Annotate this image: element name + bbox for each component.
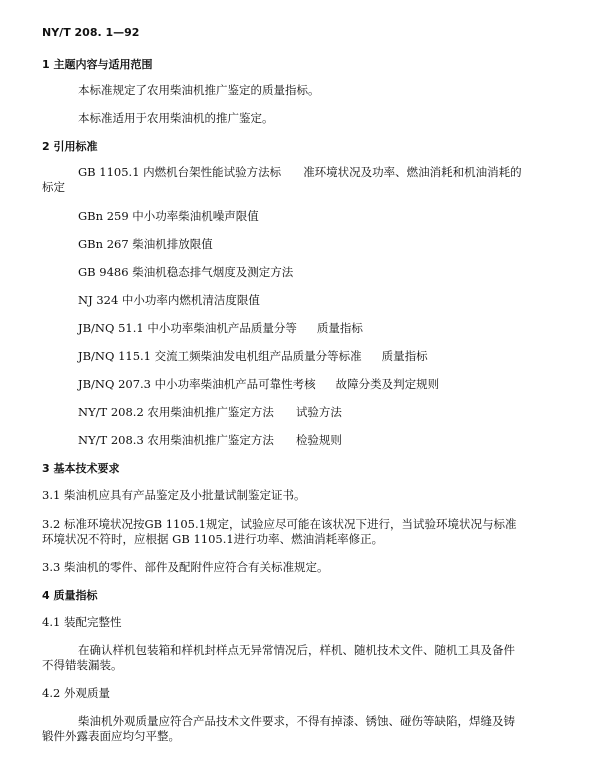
clause-4-2-text-line-1: 柴油机外观质量应符合产品技术文件要求，不得有掉漆、锈蚀、碰伤等缺陷，焊缝及铸 xyxy=(78,714,515,728)
reference-10-subtitle: 检验规则 xyxy=(295,433,342,447)
reference-9 xyxy=(78,405,342,419)
reference-5: NJ 324 中小功率内燃机清洁度限值 xyxy=(78,293,260,307)
section-3-title: 3 基本技术要求 xyxy=(42,462,120,475)
clause-4-1-title: 4.1 装配完整性 xyxy=(42,615,122,629)
reference-6-title: JB/NQ 51.1 中小功率柴油机产品质量分等 xyxy=(78,321,297,335)
reference-4: GB 9486 柴油机稳态排气烟度及测定方法 xyxy=(78,265,294,279)
clause-3-2-line-2: 环境状况不符时，应根据 GB 1105.1进行功率、燃油消耗率修正。 xyxy=(42,532,384,546)
reference-1-line-2: 标定 xyxy=(42,180,65,194)
clause-4-1-text-line-2: 不得错装漏装。 xyxy=(42,658,123,672)
clause-3-3: 3.3 柴油机的零件、部件及配附件应符合有关标准规定。 xyxy=(42,560,329,574)
section-1-paragraph-1: 本标准规定了农用柴油机推广鉴定的质量指标。 xyxy=(78,83,320,97)
reference-2: GBn 259 中小功率柴油机噪声限值 xyxy=(78,209,259,223)
reference-7 xyxy=(78,349,428,363)
standard-number-header: NY/T 208. 1—92 xyxy=(42,26,140,39)
reference-10 xyxy=(78,433,342,447)
section-2-title: 2 引用标准 xyxy=(42,140,98,153)
clause-4-2-text-line-2: 锻件外露表面应均匀平整。 xyxy=(42,729,180,743)
clause-3-2-line-1: 3.2 标准环境状况按GB 1105.1规定，试验应尽可能在该状况下进行，当试验环境状况与标准 xyxy=(42,517,517,531)
reference-6-subtitle: 质量指标 xyxy=(316,321,363,335)
reference-1-code-title: GB 1105.1 内燃机台架性能试验方法标 xyxy=(78,165,282,179)
reference-8 xyxy=(78,377,439,391)
reference-10-title: NY/T 208.3 农用柴油机推广鉴定方法 xyxy=(78,433,274,447)
clause-4-2-title: 4.2 外观质量 xyxy=(42,686,110,700)
clause-3-1: 3.1 柴油机应具有产品鉴定及小批量试制鉴定证书。 xyxy=(42,488,306,502)
section-1-title: 1 主题内容与适用范围 xyxy=(42,58,153,71)
reference-3: GBn 267 柴油机排放限值 xyxy=(78,237,213,251)
reference-9-title: NY/T 208.2 农用柴油机推广鉴定方法 xyxy=(78,405,274,419)
reference-1-title-continued: 准环境状况及功率、燃油消耗和机油消耗的 xyxy=(303,165,522,179)
section-1-paragraph-2: 本标准适用于农用柴油机的推广鉴定。 xyxy=(78,111,274,125)
clause-4-1-text-line-1: 在确认样机包装箱和样机封样点无异常情况后，样机、随机技术文件、随机工具及备件 xyxy=(78,643,515,657)
reference-9-subtitle: 试验方法 xyxy=(295,405,342,419)
reference-7-title: JB/NQ 115.1 交流工频柴油发电机组产品质量分等标准 xyxy=(78,349,362,363)
reference-8-subtitle: 故障分类及判定规则 xyxy=(335,377,440,391)
reference-8-title: JB/NQ 207.3 中小功率柴油机产品可靠性考核 xyxy=(78,377,316,391)
reference-7-subtitle: 质量指标 xyxy=(381,349,428,363)
reference-6 xyxy=(78,321,363,335)
section-4-title: 4 质量指标 xyxy=(42,589,98,602)
reference-1-line-1 xyxy=(78,165,522,179)
